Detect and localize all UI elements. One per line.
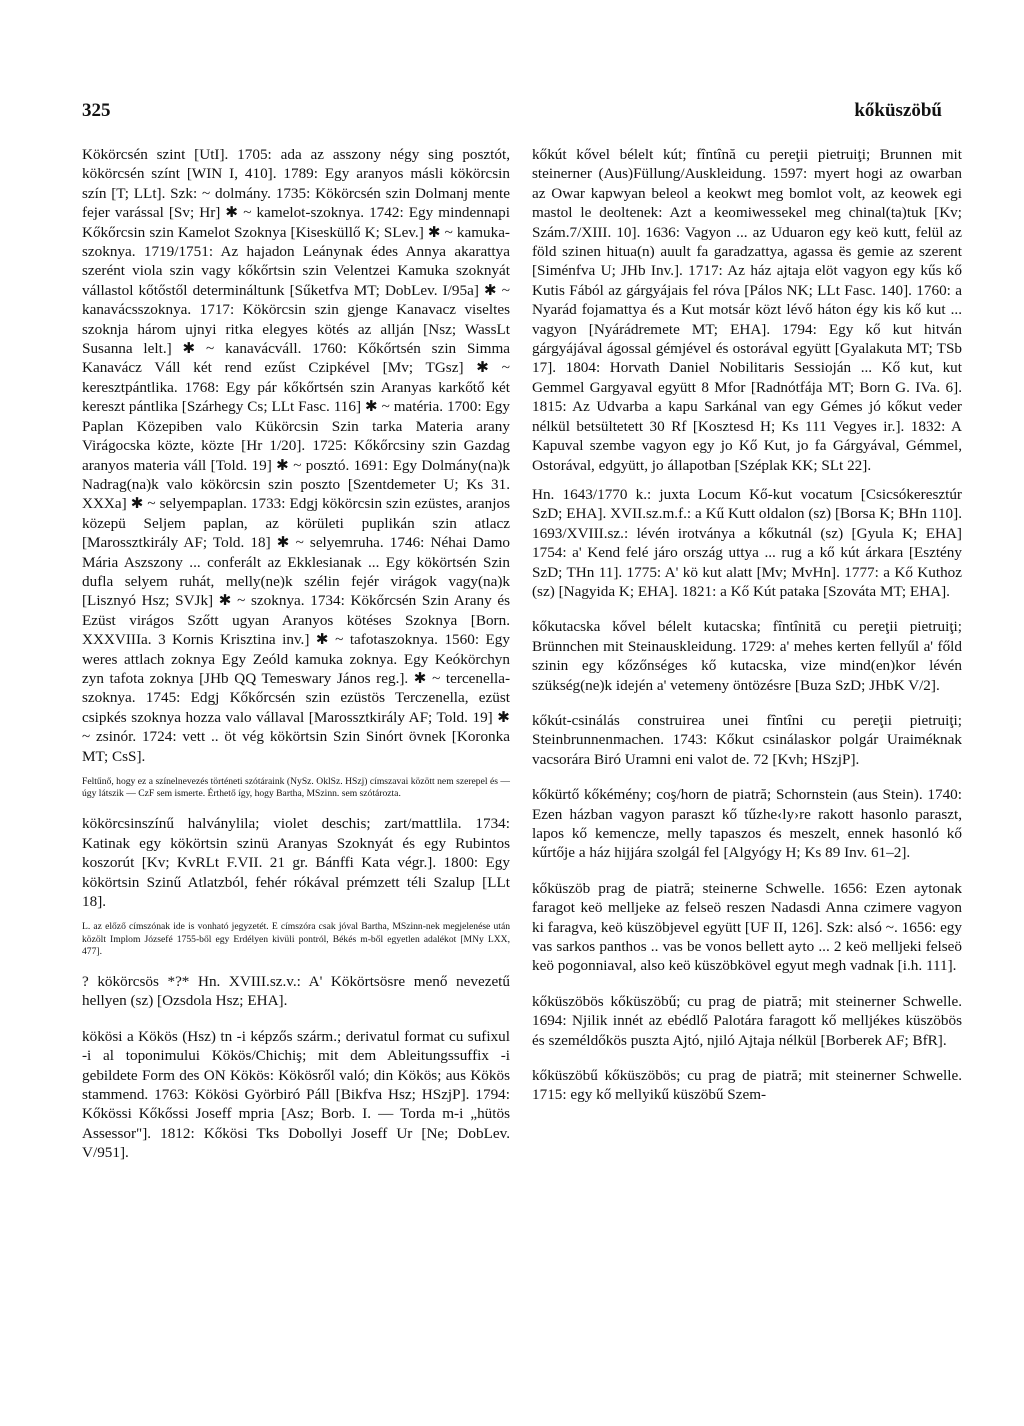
- entry-kokorcsinszinu: kökörcsinszínű halványlila; violet deschis; zart/mattlila. 1734: Katinak egy kökörtsin szinü Aranyas Szoknyát és egy Rubintos koszorút [Kv; KvRLt F.VII. 21 gr. Bánffi Kata végr.]. 1800: Egy kökörtsin Szinű Atlatzból, fehér rókával prémzett téli Szalup [LLt 18].: [82, 815, 510, 911]
- entry-kokut: kőkút kővel bélelt kút; fîntînă cu pereţii pietruiţi; Brunnen mit steinerner (Aus)Füllung/Auskleidung. 1597: myert hogi az owarban az Owar kapwyan beleol a keokwt meg bomlot volt, az keowek egi mastol le deoltenek: Azt a keomiwessekel meg chinal(ta)tuk [Kv; Szám.7/XIII. 10]. 1636: Vagyon ... az Uduaron egy keö kutt, felül az föld szinen hitua(n) auult fa garadzattya, agassa ës gemie az szerent [Siménfva U; JHb Inv.]. 1717: Az ház ajtaja elöt vagyon egy kűs kő Kutis Fából az gárgyájais fel róva [Pálos NK; LLt Fasc. 140]. 1760: a Nyarád fojamattya és a Kut motsár közt lévő háton égy kis kő kut ... vagyon [Nyárádremete MT; EHA]. 1794: Egy kő kut hitván gárgyájával ágossal gémjével és ostorával együtt [Gyalakuta MT; TSb 17]. 1804: Horvath Daniel Nobilitaris Sessioján ... Kő kut, kut Gemmel Gargyaval együtt 8 Mfor [Radnótfája MT; Born G. IVa. 6]. 1815: Az Udvarba a kapu Sarkánal van egy Gémes jó kőkut veder nélkül betsültetett 30 Rf [Kosztesd H; Ks 111 Vegyes ir.]. 1832: A Kapuval szembe vagyon egy jo Kő Kut, jo fa Gárgyával, Gémmel, Ostorával, edgyütt, jo állapotban [Széplak KK; SLt 22].: [532, 146, 962, 474]
- footnote-kokorcsinszinu: L. az előző címszónak ide is vonható jegyzetét. E címszóra csak jóval Bartha, MSzinn-nek megjelenése után közölt Implom Józsefé 1755-ből egy Erdélyen kivüli pontról, Békés m-ből egyetlen adalékot [MNy LXX, 477].: [82, 921, 510, 957]
- footnote-kokorcsin: Feltűnő, hogy ez a színelnevezés történeti szótáraink (NySz. OklSz. HSzj) címszavai között nem szerepel és — úgy látszik — CzF sem ismerte. Érthető így, hogy Bartha, MSzinn. sem szótározta.: [82, 776, 510, 800]
- page-number: 325: [82, 100, 111, 121]
- entry-kokutacska: kőkutacska kővel bélelt kutacska; fîntînită cu pereţii pietruiţi; Brünnchen mit Steinauskleidung. 1729: a' mehes kerten fellyűl a' főld szinin egy kőzőnséges kő kutacska, vize mind(en)kor lévén szükség(ne)k idején a' vetemeny öntözésre [Buza SzD; JHbK V/2].: [532, 618, 962, 694]
- entry-kokut-csinalas: kőkút-csinálás construirea unei fîntîni cu pereţii pietruiţi; Steinbrunnenmachen. 1743: Kőkut csinálaskor polgár Uraiméknak vacsorára Biró Uramni eni valot de. 72 [Kvh; HSzjP].: [532, 711, 962, 768]
- entry-kokorcsin-continued: Kökörcsén szint [UtI]. 1705: ada az asszony négy sing posztót, kökörcsén színt [WIN I, 410]. 1789: Egy aranyos másli kökörcsin szín [T; LLt]. Szk: ~ dolmány. 1735: Kökörcsén szin Dolmanj mente fejer varással [Sv; Hr] ✱ ~ kamelot-szoknya. 1742: Egy mindennapi Kőkőrcsin szin Kamelot Szoknya [Kisesküllő K; SLev.] ✱ ~ kamuka-szoknya. 1719/1751: Az hajadon Leánynak édes Annya akarattya szerént viola szin vagy kőkőrtsin szin Velentzei Kamuka szoknyát vállastol kőtőstől determináltunk [Sűketfva MT; DobLev. I/95a] ✱ ~ kanavácsszoknya. 1717: Kökörcsin szin gjenge Kanavacz viseltes szoknja három ujnyi ritka elegyes kötés az allján [Nsz; WassLt Susanna lelt.] ✱ ~ kanavácváll. 1760: Kőkőrtsén szin Simma Kanavácz Váll két rend ezűst Czipkével [Mv; TGsz] ✱ ~ keresztpántlika. 1768: Egy pár kőkőrtsén szin Aranyas karkőtő két kereszt pántlika [Szárhegy Cs; LLt Fasc. 116] ✱ ~ matéria. 1700: Egy Paplan Közepiben valo Kükörcsin Szin tarka Materia arany Virágocska közte, közte [Hr 1/20]. 1725: Kőkőrcsiny szin Gazdag aranyos materia váll [Told. 19] ✱ ~ posztó. 1691: Egy Dolmány(na)k Nadrag(na)k valo kökörcsin szin poszto [Szentdemeter U; Ks 31. XXXa] ✱ ~ selyempaplan. 1733: Edgj kökörcsin szin ezüstes, aranjos közepü Seljem paplan, az körületi puplikán szin atlacz [Marossztkirály AF; Told. 18] ✱ ~ selyemruha. 1746: Néhai Damo Mária Aszszony ... conferált az Ekklesianak ... Egy kökörtsén Szin dufla selyem ruhát, melly(ne)k szélin fejér virágok vagy(na)k [Lisznyó Hsz; SVJk] ✱ ~ szoknya. 1734: Kökőrcsén Szin Arany és Ezüst virágos Szőtt ugyan Aranyos kötéses Szoknya [Born. XXXVIIIa. 3 Kornis Krisztina inv.] ✱ ~ tafotaszoknya. 1560: Egy weres attlach zoknya Egy Zeóld kamuka zoknya. Egy Keókörchyn zyn tafota zoknya [JHb QQ Temeswary János reg.]. ✱ ~ tercenella-szoknya. 1745: Edgj Kőkőrcsén szin ezüstös Terczenella, ezüst csipkés szoknya hozza valo vállaval [Marossztkirály AF; Told. 19] ✱ ~ zsinór. 1724: vett .. öt vég kökörtsin Szin Sinórt övnek [Koronka MT; CsS].: [82, 146, 510, 765]
- left-column: [82, 145, 510, 1179]
- entry-kokuszobu: kőküszöbű kőküszöbös; cu prag de piatră; mit steinerner Schwelle. 1715: egy kő mellyikű küszöbű Szem-: [532, 1067, 962, 1104]
- entry-kokosi: kökösi a Kökös (Hsz) tn -i képzős szárm.; derivatul format cu sufixul -i al toponimului Kökös/Chichiş; mit dem Ableitungssuffix -i gebildete Form des ON Kökös: Kökösről való; din Kökös; aus Kökös stammend. 1763: Kökösi Györbiró Páll [Bikfva Hsz; HSzjP]. 1794: Kőkössi Kőkőssi Joseff mpria [Asz; Borb. I. — Torda m-i „hütös Assessor"]. 1812: Kőkösi Tks Dobollyi Joseff Ur [Ne; DobLev. V/951].: [82, 1027, 510, 1162]
- right-column: [532, 145, 962, 1121]
- entry-kokuszobos: kőküszöbös kőküszöbű; cu prag de piatră; mit steinerner Schwelle. 1694: Njilik innét az ebédlő Palotára faragott kő melljékes küszöbös és személdőkös puszta Ajtó, njiló Ajtaja nélkül [Borberek AF; BfR].: [532, 992, 962, 1049]
- entry-kokuszob: kőküszöb prag de piatră; steinerne Schwelle. 1656: Ezen aytonak faragot keö melljeke az felseö reszen Nadasdi Anna czimere vagyon ki faragva, keö küszöbjevel együtt [UF II, 126]. Szk: alsó ~. 1656: egy vas sarkos panthos .. vas be vonos bellett ayto ... 2 keö melljeki felseö keö pogonniaval, also keö küszöbkövel egyut megh vadnak [i.h. 111].: [532, 879, 962, 975]
- entry-kokut-placenames: Hn. 1643/1770 k.: juxta Locum Kő-kut vocatum [Csicsókeresztúr SzD; EHA]. XVII.sz.m.f.: a Kű Kutt oldalon (sz) [Borsa K; BHn 110]. 1693/XVIII.sz.: lévén irotványa a kőkutnál (sz) [Gyula K; EHA] 1754: a' Kend felé járo ország uttya ... rug a kő kút árkara [Esztény SzD; THn 11]. 1775: A' kö kut alatt [Mv; MvHn]. 1777: a Kő Kuthoz (sz) [Nagyida K; EHA]. 1821: a Kő Kút pataka [Szováta MT; EHA].: [532, 485, 962, 600]
- running-head: kőküszöbű: [854, 100, 942, 121]
- entry-kokurto: kőkürtő kőkémény; coş/horn de piatră; Schornstein (aus Stein). 1740: Ezen házban vagyon paraszt kő tűzhe‹ly›re rakott hasonlo paraszt, lapos kő kemencze, melly tapaszos és meszelt, ennek hasonló kő kűrtője a ház hijjára szolgál fel [Algyógy H; Ks 89 Inv. 61–2].: [532, 786, 962, 862]
- entry-kokorcsos: ? kökörcsös *?* Hn. XVIII.sz.v.: A' Kökörtsösre menő nevezetű hellyen (sz) [Ozsdola Hsz; EHA].: [82, 973, 510, 1010]
- page-header: [82, 100, 942, 130]
